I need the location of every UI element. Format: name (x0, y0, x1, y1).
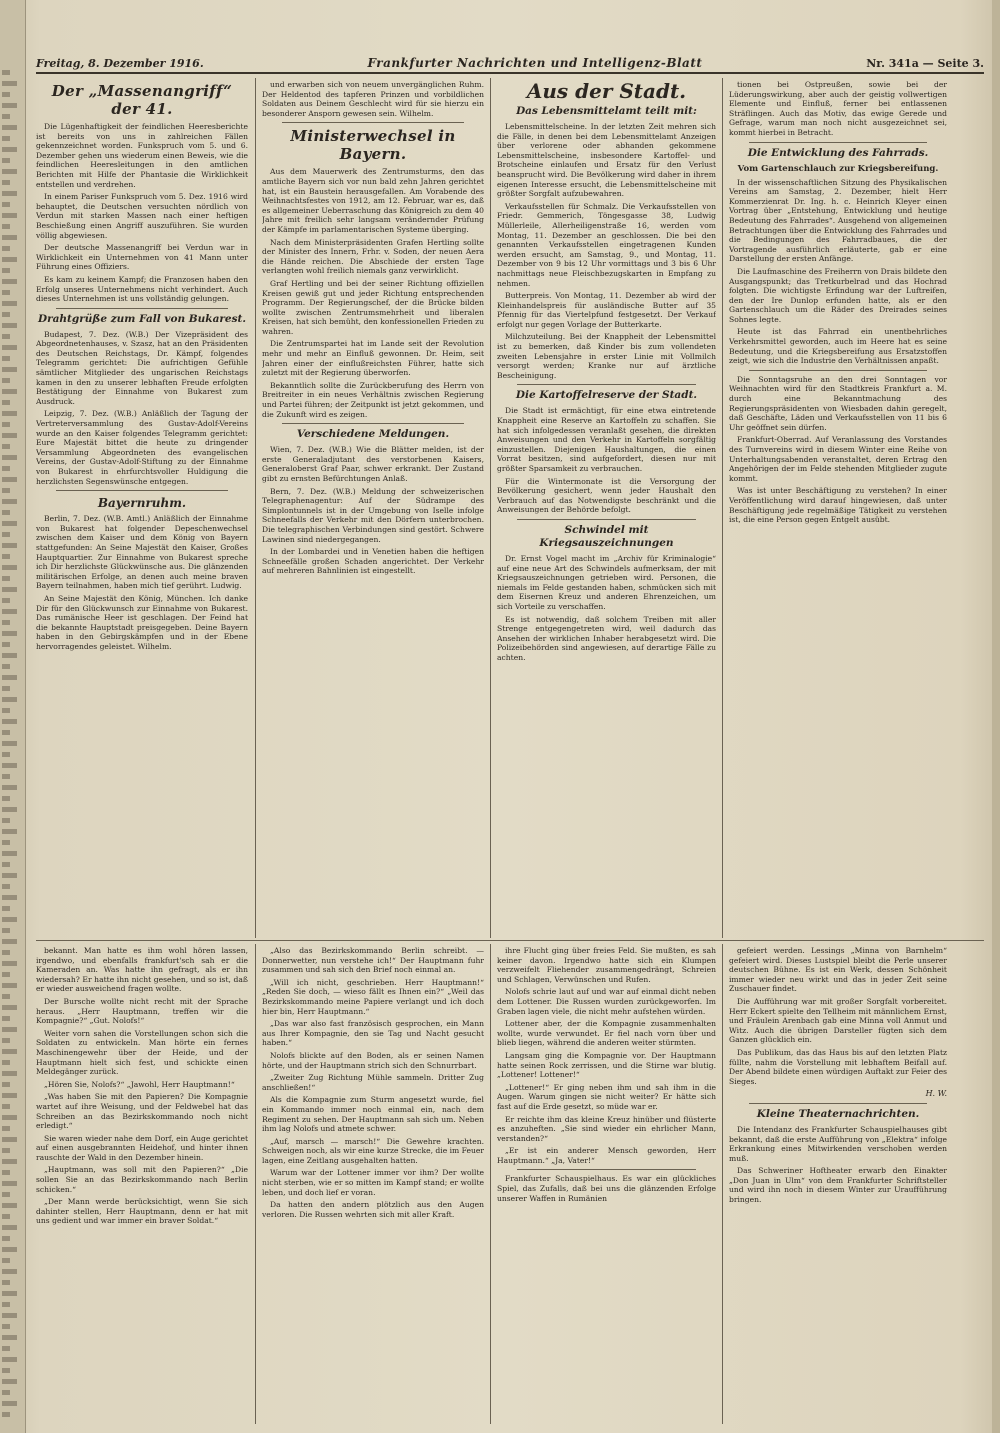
adjacent-page-text-mark (2, 1082, 10, 1087)
adjacent-page-text-mark (2, 741, 17, 746)
paragraph: „Also das Bezirkskommando Berlin schreibt. — Donnerwetter, nun verstehe ich!“ Der Hauptmann fuhr zusammen und sah sich den Brief noch einmal an. (262, 946, 484, 975)
paragraph: Als die Kompagnie zum Sturm angesetzt wurde, fiel ein Kommando immer noch einmal ein, nach dem Regiment zu sehen. Der Hauptmann sah sich um. Neben ihm lag Nolofs und atmete schwer. (262, 1095, 484, 1134)
paragraph: Butterpreis. Von Montag, 11. Dezember ab wird der Kleinhandelspreis für ausländische Butter auf 35 Pfennig für das Viertelpfund festgesetzt. Der Verkauf erfolgt nur gegen Vorlage der Butterkarte. (497, 291, 716, 329)
paragraph: Aus dem Mauerwerk des Zentrumsturms, den das amtliche Bayern sich vor nun bald zehn Jahren gerichtet hat, ist ein Baustein herausgefallen. Am Vorabende des Weihnachtsfestes von 1912, am 12. Februar, war es, daß es allgemeiner Ueberraschung das Königreich zu dem 40 Jahre mit freilich sehr langsam verändernder Prüfung der Kämpfe im parlamentarischen Systeme überging. (262, 167, 484, 234)
adjacent-page-text-mark (2, 917, 17, 922)
adjacent-page-text-mark (2, 224, 10, 229)
column-rule (722, 944, 723, 1424)
column-rule (722, 78, 723, 938)
paragraph: Dr. Ernst Vogel macht im „Archiv für Kriminalogie“ auf eine neue Art des Schwindels aufmerksam, der mit Kriegsauszeichnungen getrieben wird. Personen, die niemals im Felde gestanden haben, schmücken sich mit dem Eisernen Kreuz und anderen Ehrenzeichen, um sich Vorteile zu verschaffen. (497, 553, 716, 611)
adjacent-page-text-mark (2, 147, 17, 152)
adjacent-page-text-mark (2, 653, 17, 658)
adjacent-page-text-mark (2, 1379, 17, 1384)
adjacent-page-text-mark (2, 873, 17, 878)
paragraph: Wien, 7. Dez. (W.B.) Wie die Blätter melden, ist der erste Generaladjutant des verstorbenen Kaisers, Generaloberst Graf Paar, schwer erkrankt. Der Zustand gibt zu ernsten Befürchtungen Anlaß. (262, 445, 484, 483)
adjacent-page-text-mark (2, 345, 17, 350)
paragraph: „Er ist ein anderer Mensch geworden, Herr Hauptmann.“ „Ja, Vater!“ (497, 1146, 716, 1165)
adjacent-page-text-mark (2, 1357, 17, 1362)
adjacent-page-text-mark (2, 1214, 10, 1219)
adjacent-page-text-mark (2, 334, 10, 339)
paragraph: „Hauptmann, was soll mit den Papieren?“ „Die sollen Sie an das Bezirkskommando nach Berlin schicken.“ (36, 1165, 248, 1194)
column-2 (262, 80, 484, 938)
adjacent-page-text-mark (2, 422, 10, 427)
adjacent-page-text-mark (2, 1016, 10, 1021)
article-title-kartoffelreserve: Die Kartoffelreserve der Stadt. (515, 389, 698, 402)
paragraph: In der Lombardei und in Venetien haben die heftigen Schneefälle großen Schaden angerichtet. Der Verkehr auf mehreren Bahnlinien ist eingestellt. (262, 547, 484, 576)
adjacent-page-text-mark (2, 279, 17, 284)
adjacent-page-text-mark (2, 642, 10, 647)
paragraph: Was ist unter Beschäftigung zu verstehen? In einer Veröffentlichung wird darauf hingewiesen, daß unter Beschäftigung jede regelmäßige Tätigkeit zu verstehen ist, die eine Person gegen Entgelt ausübt. (729, 486, 947, 525)
adjacent-page-text-mark (2, 1126, 10, 1131)
adjacent-page-text-mark (2, 895, 17, 900)
divider (517, 519, 696, 520)
adjacent-page-text-mark (2, 81, 17, 86)
adjacent-page-text-mark (2, 862, 10, 867)
issue-number: Nr. 341a — Seite 3. (866, 57, 984, 70)
paragraph: Die Laufmaschine des Freiherrn von Drais bildete den Ausgangspunkt; das Tretkurbelrad und das Hochrad folgten. Die wichtigste Erfindung war der Luftreifen, den der Ire Dunlop erfunden hatte, als er den Gartenschlauch um die Räder des Dreirades seines Sohnes legte. (729, 266, 947, 324)
adjacent-page-text-mark (2, 576, 10, 581)
adjacent-page-text-mark (2, 598, 10, 603)
article-title-theaternachrichten: Kleine Theaternachrichten. (756, 1107, 920, 1120)
divider (749, 1103, 927, 1104)
adjacent-page-text-mark (2, 609, 17, 614)
adjacent-page-text-mark (2, 1346, 10, 1351)
adjacent-page-text-mark (2, 543, 17, 548)
adjacent-page-strip (0, 0, 26, 1433)
feuilleton-column-2 (262, 946, 484, 1424)
article-title-meldungen: Verschiedene Meldungen. (296, 428, 450, 441)
article-title-fahrrad: Die Entwicklung des Fahrrads. (747, 146, 929, 159)
adjacent-page-text-mark (2, 972, 10, 977)
adjacent-page-text-mark (2, 455, 17, 460)
paragraph: In einem Pariser Funkspruch vom 5. Dez. 1916 wird behauptet, die Deutschen versuchten nördlich von Verdun mit starken Massen nach einer heftigen Beschießung einen Angriff auszuführen. Sie wurden völlig abgewiesen. (36, 192, 248, 240)
paragraph: Er reichte ihm das kleine Kreuz hinüber und flüsterte es anzuheften. „Sie sind wieder ein ehrlicher Mann, verstanden?“ (497, 1114, 716, 1143)
adjacent-page-text-mark (2, 532, 10, 537)
adjacent-page-text-mark (2, 884, 10, 889)
adjacent-page-text-mark (2, 92, 10, 97)
divider (282, 423, 464, 424)
paragraph: Die Sonntagsruhe an den drei Sonntagen vor Weihnachten wird für den Stadtkreis Frankfurt a. M. durch eine Bekanntmachung des Regierungspräsidenten von Wiesbaden dahin geregelt, daß Geschäfte, Läden und Verkaufsstellen von 11 bis 6 Uhr geöffnet sein dürfen. (729, 374, 947, 432)
adjacent-page-text-mark (2, 257, 17, 262)
adjacent-page-text-mark (2, 1049, 17, 1054)
adjacent-page-text-mark (2, 1236, 10, 1241)
adjacent-page-text-mark (2, 1247, 17, 1252)
feuilleton-column-3 (497, 946, 716, 1424)
adjacent-page-text-mark (2, 180, 10, 185)
adjacent-page-text-mark (2, 1291, 17, 1296)
paragraph: Es kam zu keinem Kampf; die Franzosen haben den Erfolg unseres Unternehmens nicht verhindert. Auch dieses Unternehmen ist uns vollständig gelungen. (36, 274, 248, 304)
adjacent-page-text-mark (2, 686, 10, 691)
adjacent-page-text-mark (2, 620, 10, 625)
paragraph: ihre Flucht ging über freies Feld. Sie mußten, es sah keiner davon. Irgendwo hatte sich ein Klumpen verzweifelt Fliehender zusammengedrängt, Schreien und Schlagen, Verwünschen und Rufen. (497, 946, 716, 984)
adjacent-page-text-mark (2, 301, 17, 306)
adjacent-page-text-mark (2, 510, 10, 515)
adjacent-page-text-mark (2, 1005, 17, 1010)
adjacent-page-text-mark (2, 939, 17, 944)
adjacent-page-text-mark (2, 477, 17, 482)
adjacent-page-text-mark (2, 1258, 10, 1263)
column-rule (255, 78, 256, 938)
adjacent-page-text-mark (2, 1159, 17, 1164)
adjacent-page-text-mark (2, 1401, 17, 1406)
paragraph: und erwarben sich von neuem unvergänglichen Ruhm. Der Heldentod des tapferen Prinzen und vorbildlichen Soldaten aus Deinem Geschlecht wird für sie hierzu ein besonderer Ansporn gewesen sein. Wilhelm. (262, 80, 484, 118)
paragraph: An Seine Majestät den König, München. Ich danke Dir für den Glückwunsch zur Einnahme von Bukarest. Das rumänische Heer ist geschlagen. Der Feind hat die bekannte Hauptstadt preisgegeben. Deine Bayern haben in den Gebirgskämpfen und in der Ebene hervorragendes geleistet. Wilhelm. (36, 593, 248, 651)
feuilleton-rule (36, 940, 984, 941)
adjacent-page-text-mark (2, 268, 10, 273)
adjacent-page-text-mark (2, 1181, 17, 1186)
paragraph: Frankfurt-Oberrad. Auf Veranlassung des Vorstandes des Turnvereins wird in diesem Winter eine Reihe von Unterhaltungsabenden veranstaltet, deren Ertrag den Angehörigen der im Felde stehenden Mitglieder zugute kommt. (729, 435, 947, 483)
adjacent-page-text-mark (2, 433, 17, 438)
paragraph: „Der Mann werde berücksichtigt, wenn Sie sich dahinter stellen, Herr Hauptmann, denn er hat mit uns gedient und war immer ein braver Soldat.“ (36, 1197, 248, 1226)
adjacent-page-text-mark (2, 1324, 10, 1329)
paragraph: Die Zentrumspartei hat im Lande seit der Revolution mehr und mehr an Einfluß gewonnen. Dr. Heim, seit Jahren einer der einflußreichsten Führer, hatte sich zuletzt mit der Regierung überworfen. (262, 339, 484, 378)
section-title-aus-der-stadt: Aus der Stadt. (526, 80, 687, 103)
paragraph: Lottener aber, der die Kompagnie zusammenhalten wollte, wurde verwundet. Er fiel nach vorn über und blieb liegen, während die anderen weiter stürmten. (497, 1019, 716, 1048)
divider (282, 122, 464, 123)
adjacent-page-text-mark (2, 202, 10, 207)
adjacent-page-text-mark (2, 1060, 10, 1065)
adjacent-page-text-mark (2, 851, 17, 856)
adjacent-page-text-mark (2, 312, 10, 317)
paragraph: tionen bei Ostpreußen, sowie bei der Lüderungswirkung, aber auch der geistig vollwertigen Elemente und Einfluß, ferner bei entlassenen Sträflingen. Auch das Motiv, das ewige Gerede und Gefrage, warum man noch nicht ausgezeichnet sei, kommt hierbei in Betracht. (729, 80, 947, 137)
adjacent-page-text-mark (2, 565, 17, 570)
adjacent-page-text-mark (2, 389, 17, 394)
adjacent-page-text-mark (2, 1148, 10, 1153)
adjacent-page-text-mark (2, 466, 10, 471)
paragraph: „Zweiter Zug Richtung Mühle sammeln. Dritter Zug anschließen!“ (262, 1073, 484, 1092)
article-title-bayernruhm: Bayernruhm. (97, 496, 187, 511)
adjacent-page-text-mark (2, 521, 17, 526)
paragraph: Graf Hertling und bei der seiner Richtung offiziellen Kreisen gewiß gut und jeder Richtung entsprechenden Programm. Der Regierungschef, der die Brücke bilden wollte zwischen Zentrumsmehrheit und liberalen Kreisen, hat sich bemüht, den konfessionellen Frieden zu wahren. (262, 278, 484, 336)
paragraph: Weiter vorn sahen die Vorstellungen schon sich die Soldaten zu entwickeln. Man hörte ein fernes Maschinengewehr über der Heide, und der Hauptmann hielt sich fest, und schickte einen Meldegänger zurück. (36, 1028, 248, 1077)
paragraph: Nach dem Ministerpräsidenten Grafen Hertling sollte der Minister des Innern, Frhr. v. Soden, der neuen Aera die Hände reichen. Die Abschiede der ersten Tage verlangten wohl freilich niemals ganz verwirklicht. (262, 237, 484, 276)
paragraph: Die Stadt ist ermächtigt, für eine etwa eintretende Knappheit eine Reserve an Kartoffeln zu schaffen. Sie hat sich infolgedessen veranlaßt gesehen, die direkten Anweisungen und den Verkehr in Kartoffeln sorgfältig einzustellen. Diejenigen Haushaltungen, die einen Vorrat besitzen, sind aufgefordert, diesen nur mit größter Sparsamkeit zu verbrauchen. (497, 406, 716, 473)
adjacent-page-text-mark (2, 114, 10, 119)
adjacent-page-text-mark (2, 191, 17, 196)
adjacent-page-text-mark (2, 1313, 17, 1318)
adjacent-page-text-mark (2, 1192, 10, 1197)
paragraph: Langsam ging die Kompagnie vor. Der Hauptmann hatte seinen Rock zerrissen, und die Stirne war blutig. „Lottener! Lottener!“ (497, 1050, 716, 1080)
adjacent-page-text-mark (2, 983, 17, 988)
paragraph: „Will ich nicht, geschrieben. Herr Hauptmann!“ „Reden Sie doch, — wieso fällt es Ihnen ein?“ „Weil das Bezirkskommando meine Papiere verlangt und ich doch hier bin, Herr Hauptmann.“ (262, 977, 484, 1016)
adjacent-page-text-mark (2, 906, 10, 911)
adjacent-page-text-mark (2, 796, 10, 801)
adjacent-page-text-mark (2, 400, 10, 405)
paragraph: Milchzuteilung. Bei der Knappheit der Lebensmittel ist zu bemerken, daß Kinder bis zum vollendeten zweiten Lebensjahre in erster Linie mit Vollmilch versorgt werden; Kranke nur auf ärztliche Bescheinigung. (497, 332, 716, 380)
adjacent-page-text-mark (2, 785, 17, 790)
adjacent-page-text-mark (2, 103, 17, 108)
adjacent-page-text-mark (2, 752, 10, 757)
adjacent-page-text-mark (2, 1269, 17, 1274)
paragraph: bekannt. Man hatte es ihm wohl hören lassen, irgendwo, und ebenfalls frankfurt'sch sah er die Kameraden an. Was hatte ihn gefragt, als er ihn wiedersah? Er hatte ihn nicht gesehen, und so ist, daß er wieder ausweichend fragen wollte. (36, 946, 248, 994)
adjacent-page-text-mark (2, 1368, 10, 1373)
adjacent-page-text-mark (2, 235, 17, 240)
page-edge-shadow (992, 0, 1000, 1433)
article-title-lebensmittelamt: Das Lebensmittelamt teilt mit: (516, 105, 697, 117)
paragraph: Das Schweriner Hoftheater erwarb den Einakter „Don Juan in Ulm“ von dem Frankfurter Schriftsteller und wird ihn noch in diesem Winter zur Uraufführung bringen. (729, 1166, 947, 1205)
paragraph: Bern, 7. Dez. (W.B.) Meldung der schweizerischen Telegraphenagentur: Auf der Südrampe des Simplontunnels ist in der Umgebung von Iselle infolge Schneefalls der Verkehr mit den Dörfern unterbrochen. Die telegraphischen Verbindungen sind gestört. Schwere Lawinen sind niedergegangen. (262, 486, 484, 544)
paragraph: Lebensmittelscheine. In der letzten Zeit mehren sich die Fälle, in denen bei dem Lebensmittelamt Anzeigen über verlorene oder abhanden gekommene Lebensmittelscheine, insbesondere Kartoffel- und Brotscheine einlaufen und Ersatz für den Verlust beansprucht wird. Die Bevölkerung wird daher in ihrem eigenen Interesse ersucht, die Lebensmittelscheine mit größter Sorgfalt aufzubewahren. (497, 122, 716, 199)
paragraph: Die Aufführung war mit großer Sorgfalt vorbereitet. Herr Eckert spielte den Tellheim mit männlichem Ernst, und Fräulein Arenbach gab eine Minna voll Anmut und Witz. Auch die übrigen Darsteller fügten sich dem Ganzen glücklich ein. (729, 996, 947, 1045)
adjacent-page-text-mark (2, 587, 17, 592)
paragraph: Leipzig, 7. Dez. (W.B.) Anläßlich der Tagung der Vertreterversammlung des Gustav-Adolf-Vereins wurde an den Kaiser folgendes Telegramm gerichtet: Eure Majestät bittet die heute zu dringender Versammlung Abgeordneten des evangelischen Vereins, der Gustav-Adolf-Stiftung zu der Einnahme von Bukarest in ehrfurchtsvoller Huldigung die herzlichsten Segenswünsche entgegen. (36, 409, 248, 486)
masthead: Frankfurter Nachrichten und Intelligenz-Blatt (367, 56, 703, 70)
paragraph: Nolofs blickte auf den Boden, als er seinen Namen hörte, und der Hauptmann strich sich den Schnurrbart. (262, 1050, 484, 1070)
adjacent-page-text-mark (2, 1104, 10, 1109)
column-rule (255, 944, 256, 1424)
paragraph: Bekanntlich sollte die Zurückberufung des Herrn von Breitreiter in ein neues Verhältnis zwischen Regierung und Partei führen; der Zeitpunkt ist jetzt gekommen, und die Zukunft wird es zeigen. (262, 380, 484, 419)
adjacent-page-text-mark (2, 840, 10, 845)
adjacent-page-text-mark (2, 136, 10, 141)
adjacent-page-text-mark (2, 1027, 17, 1032)
column-3 (497, 80, 716, 938)
adjacent-page-text-mark (2, 1137, 17, 1142)
paragraph: Der Bursche wollte nicht recht mit der Sprache heraus. „Herr Hauptmann, treffen wir die Kompagnie?“ „Gut. Nolofs!“ (36, 996, 248, 1026)
article-title-drahtgruesse: Drahtgrüße zum Fall von Bukarest. (37, 312, 247, 325)
divider (517, 1169, 696, 1170)
paragraph: Heute ist das Fahrrad ein unentbehrliches Verkehrsmittel geworden, auch im Heere hat es seine Bedeutung, und die Kriegsbereifung aus Ersatzstoffen zeigt, wie sich die Industrie den Verhältnissen anpaßt. (729, 327, 947, 366)
paragraph: Das Publikum, das das Haus bis auf den letzten Platz füllte, nahm die Vorstellung mit lebhaftem Beifall auf. Der Abend bildete einen würdigen Auftakt zur Feier des Sieges. (729, 1047, 947, 1086)
adjacent-page-text-mark (2, 169, 17, 174)
adjacent-page-text-mark (2, 1038, 10, 1043)
paragraph: Budapest, 7. Dez. (W.B.) Der Vizepräsident des Abgeordnetenhauses, v. Szasz, hat an den Präsidenten des Deutschen Reichstags, Dr. Kämpf, folgendes Telegramm gerichtet: Die aufrichtigen Gefühle sämtlicher Mitglieder des ungarischen Reichstags kamen in den zu unserer lebhaften Freude erfolgten Bestätigung der Einnahme von Bukarest zum Ausdruck. (36, 329, 248, 406)
paragraph: Nolofs schrie laut auf und war auf einmal dicht neben dem Lottener. Die Russen wurden zurückgeworfen. Im Graben lagen viele, die nicht mehr aufstehen würden. (497, 987, 716, 1016)
adjacent-page-text-mark (2, 708, 10, 713)
adjacent-page-text-mark (2, 158, 10, 163)
adjacent-page-text-mark (2, 1335, 17, 1340)
divider (517, 384, 696, 385)
paragraph: „Was haben Sie mit den Papieren? Die Kompagnie wartet auf ihre Weisung, und der Feldwebel hat das Schreiben an das Bezirkskommando noch nicht erledigt.“ (36, 1092, 248, 1131)
paragraph: Berlin, 7. Dez. (W.B. Amtl.) Anläßlich der Einnahme von Bukarest hat folgender Depeschenwechsel zwischen dem Kaiser und dem König von Bayern stattgefunden: An Seine Majestät den Kaiser, Großes Hauptquartier. Zur Einnahme von Bukarest spreche ich Dir herzlichste Glückwünsche aus. Die glänzenden militärischen Erfolge, an denen auch meine braven Bayern teilnahmen, haben mich tief gerührt. Ludwig. (36, 514, 248, 591)
article-title-massenangriff: Der „Massenangriff“ der 41. (51, 82, 233, 118)
header-date: Freitag, 8. Dezember 1916. (36, 57, 204, 70)
article-subtitle-fahrrad: Vom Gartenschlauch zur Kriegsbereifung. (737, 163, 939, 174)
adjacent-page-text-mark (2, 961, 17, 966)
adjacent-page-text-mark (2, 697, 17, 702)
adjacent-page-text-mark (2, 664, 10, 669)
adjacent-page-text-mark (2, 70, 10, 75)
adjacent-page-text-mark (2, 444, 10, 449)
paragraph: Sie waren wieder nahe dem Dorf, ein Auge gerichtet auf einen ausgebrannten Heidehof, und hinter ihnen rauschte der Wald in den Dezember hinein. (36, 1133, 248, 1162)
divider (749, 142, 927, 143)
adjacent-page-text-mark (2, 367, 17, 372)
paragraph: „Das war also fast französisch gesprochen, ein Mann aus Ihrer Kompagnie, den sie Tag und Nacht gesucht haben.“ (262, 1019, 484, 1048)
adjacent-page-text-mark (2, 125, 17, 130)
adjacent-page-text-mark (2, 246, 10, 251)
paragraph: gefeiert werden. Lessings „Minna von Barnhelm“ gefeiert wird. Dieses Lustspiel bleibt die Perle unserer deutschen Bühne. Es ist ein Werk, dessen Schönheit immer wieder neu wirkt und das in jeder Zeit seine Zuschauer findet. (729, 946, 947, 994)
adjacent-page-text-mark (2, 807, 17, 812)
page-header (36, 52, 984, 74)
paragraph: Die Intendanz des Frankfurter Schauspielhauses gibt bekannt, daß die erste Aufführung von „Elektra“ infolge Erkrankung eines Mitwirkenden verschoben werden muß. (729, 1124, 947, 1163)
paragraph: Da hatten den andern plötzlich aus den Augen verloren. Die Russen wehrten sich mit aller Kraft. (262, 1200, 484, 1219)
author-signature: H. W. (925, 1089, 947, 1099)
adjacent-page-text-mark (2, 829, 17, 834)
adjacent-page-text-mark (2, 631, 17, 636)
paragraph: „Lottener!“ Er ging neben ihm und sah ihm in die Augen. Warum gingen sie nicht weiter? Er hätte sich fast auf die Erde gesetzt, so müde war er. (497, 1082, 716, 1111)
adjacent-page-text-mark (2, 994, 10, 999)
adjacent-page-text-mark (2, 378, 10, 383)
adjacent-page-text-mark (2, 1115, 17, 1120)
column-1 (36, 80, 248, 938)
divider (56, 308, 228, 309)
feuilleton-column-4 (729, 946, 947, 1424)
adjacent-page-text-mark (2, 1203, 17, 1208)
paragraph: Die Lügenhaftigkeit der feindlichen Heeresberichte ist bereits von uns in zahlreichen Fällen gekennzeichnet worden. Funkspruch vom 5. und 6. Dezember gehen uns wiederum einen Beweis, wie die feindlichen Heeresleitungen in den amtlichen Berichten mit Hilfe der Phantasie die Wirklichkeit entstellen und verdrehen. (36, 122, 248, 189)
adjacent-page-text-mark (2, 1071, 17, 1076)
adjacent-page-text-mark (2, 356, 10, 361)
paragraph: Verkaufsstellen für Schmalz. Die Verkaufsstellen von Friedr. Gemmerich, Töngesgasse 38, Ludwig Müllerleile, Allerheiligenstraße 16, werden vom Montag, 11. Dezember an geschlossen. Die bei den genannten Verkaufsstellen eingetragenen Kunden werden ersucht, am Samstag, 9., und Montag, 11. Dezember von 9 bis 12 Uhr vormittags und 3 bis 6 Uhr nachmittags neue Fleischbezugskarten in Empfang zu nehmen. (497, 201, 716, 288)
adjacent-page-text-mark (2, 1225, 17, 1230)
column-rule (490, 78, 491, 938)
paragraph: „Hören Sie, Nolofs?“ „Jawohl, Herr Hauptmann!“ (44, 1079, 235, 1089)
paragraph: Frankfurter Schauspielhaus. Es war ein glückliches Spiel, das Zufalls, daß bei uns die glänzenden Erfolge unserer Waffen in Rumänien (497, 1174, 716, 1203)
paragraph: Der deutsche Massenangriff bei Verdun war in Wirklichkeit ein Unternehmen von 41 Mann unter Führung eines Offiziers. (36, 243, 248, 272)
adjacent-page-text-mark (2, 1412, 10, 1417)
divider (56, 490, 228, 491)
column-4 (729, 80, 947, 938)
paragraph: In der wissenschaftlichen Sitzung des Physikalischen Vereins am Samstag, 2. Dezember, hielt Herr Kommerzienrat Dr. Ing. h. c. Heinrich Kleyer einen Vortrag über „Entstehung, Entwicklung und heutige Bedeutung des Fahrrades“. Ausgehend von allgemeinen Betrachtungen über die Entwicklung des Fahrrades und die Bedingungen des Fahrradbaues, die der Vortragende ausführlich erläuterte, gab er eine Darstellung der ersten Anfänge. (729, 177, 947, 264)
paragraph: Es ist notwendig, daß solchem Treiben mit aller Strenge entgegengetreten wird, weil dadurch das Ansehen der wirklichen Inhaber herabgesetzt wird. Die Polizeibehörden sind angewiesen, auf derartige Fälle zu achten. (497, 614, 716, 662)
paragraph: Warum war der Lottener immer vor ihm? Der wollte nicht sterben, wie er so mitten im Kampf stand; er wollte leben, und doch lief er voran. (262, 1168, 484, 1197)
adjacent-page-text-mark (2, 1170, 10, 1175)
adjacent-page-text-mark (2, 323, 17, 328)
adjacent-page-text-mark (2, 719, 17, 724)
adjacent-page-text-mark (2, 730, 10, 735)
adjacent-page-text-mark (2, 499, 17, 504)
adjacent-page-text-mark (2, 1302, 10, 1307)
paragraph: Für die Wintermonate ist die Versorgung der Bevölkerung gesichert, wenn jeder Haushalt den Verbrauch auf das Notwendigste beschränkt und die Anweisungen der Behörde befolgt. (497, 476, 716, 515)
article-title-schwindel: Schwindel mit Kriegsauszeichnungen (539, 523, 674, 549)
column-rule (490, 944, 491, 1424)
adjacent-page-text-mark (2, 290, 10, 295)
adjacent-page-text-mark (2, 763, 17, 768)
adjacent-page-text-mark (2, 554, 10, 559)
article-title-ministerwechsel: Ministerwechsel in Bayern. (290, 127, 456, 164)
adjacent-page-text-mark (2, 818, 10, 823)
feuilleton-column-1 (36, 946, 248, 1424)
adjacent-page-text-mark (2, 774, 10, 779)
adjacent-page-text-mark (2, 411, 17, 416)
divider (749, 370, 927, 371)
adjacent-page-text-mark (2, 950, 10, 955)
adjacent-page-text-mark (2, 488, 10, 493)
adjacent-page-text-mark (2, 1093, 17, 1098)
adjacent-page-text-mark (2, 1280, 10, 1285)
adjacent-page-text-mark (2, 213, 17, 218)
paragraph: „Auf, marsch — marsch!“ Die Gewehre krachten. Schweigen noch, als wir eine kurze Strecke, die im Feuer lagen, eine Zeitlang ausgehalten hatten. (262, 1136, 484, 1165)
adjacent-page-text-mark (2, 675, 17, 680)
adjacent-page-text-mark (2, 1390, 10, 1395)
adjacent-page-text-mark (2, 928, 10, 933)
